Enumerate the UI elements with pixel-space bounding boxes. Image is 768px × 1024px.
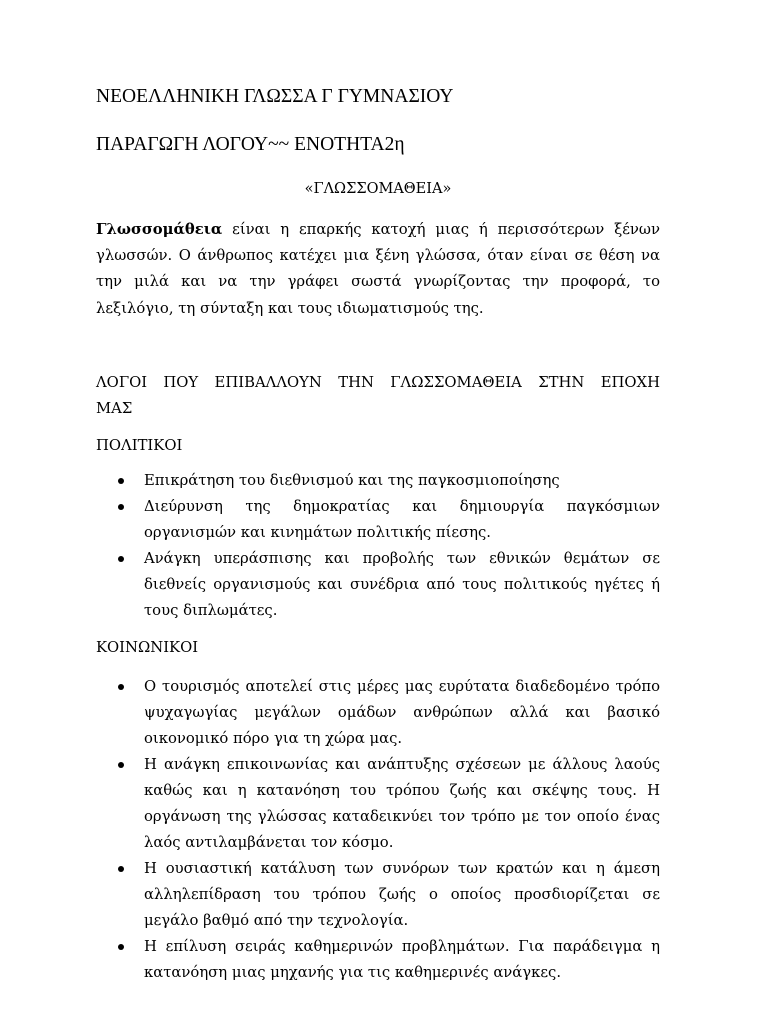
list-item-text: Ο τουρισμός αποτελεί στις μέρες μας ευρύτατα διαδεδομένο τρόπο ψυχαγωγίας μεγάλων ομάδων ανθρώπων αλλά και βασικό οικονομικό πόρο για τη χώρα μας. (144, 677, 660, 747)
list-item (96, 468, 660, 494)
list-item (96, 674, 660, 752)
bullet-icon (118, 556, 124, 562)
list-item-text: Ανάγκη υπεράσπισης και προβολής των εθνικών θεμάτων σε διεθνείς οργανισμούς και συνέδρια από τους πολιτικούς ηγέτες ή τους διπλωμάτες. (144, 549, 660, 619)
bullet-icon (118, 478, 124, 484)
list-item-text: Η ουσιαστική κατάλυση των συνόρων των κρατών και η άμεση αλληλεπίδραση του τρόπου ζωής ο οποίος προσδιορίζεται σε μεγάλο βαθμό από την τεχνολογία. (144, 859, 660, 929)
document-subtitle: ΠΑΡΑΓΩΓΗ ΛΟΓΟΥ~~ ΕΝΟΤΗΤΑ2η (96, 134, 405, 155)
bullet-icon (118, 866, 124, 872)
list-item-text: Η επίλυση σειράς καθημερινών προβλημάτων. Για παράδειγμα η κατανόηση μιας μηχανής για τις καθημερινές ανάγκες. (144, 937, 660, 981)
document-title: ΝΕΟΕΛΛΗΝΙΚΗ ΓΛΩΣΣΑ Γ ΓΥΜΝΑΣΙΟΥ (96, 86, 454, 107)
bullet-icon (118, 504, 124, 510)
bullet-icon (118, 944, 124, 950)
list-item (96, 752, 660, 856)
document-body (96, 84, 660, 986)
list-item-text: Επικράτηση του διεθνισμού και της παγκοσμιοποίησης (144, 471, 560, 489)
intro-text: είναι η επαρκής κατοχή μιας ή περισσότερων ξένων γλωσσών. Ο άνθρωπος κατέχει μια ξένη γλώσσα, όταν είναι σε θέση να την μιλά και να την γράφει σωστά γνωρίζοντας την προφορά, το λεξιλόγιο, τη σύνταξη και τους ιδιωματισμούς της. (96, 221, 660, 317)
list-item (96, 934, 660, 986)
list-item-text: Η ανάγκη επικοινωνίας και ανάπτυξης σχέσεων με άλλους λαούς καθώς και η κατανόηση του τρόπου ζωής και σκέψης τους. Η οργάνωση της γλώσσας καταδεικνύει τον τρόπο με τον οποίο ένας λαός αντιλαμβάνεται τον κόσμο. (144, 755, 660, 851)
political-heading: ΠΟΛΙΤΙΚΟΙ (96, 436, 183, 454)
topic-title: «ΓΛΩΣΣΟΜΑΘΕΙΑ» (304, 181, 452, 197)
political-list (96, 468, 660, 624)
intro-paragraph (96, 217, 660, 322)
bullet-icon (118, 684, 124, 690)
social-list (96, 674, 660, 986)
bullet-icon (118, 762, 124, 768)
list-item (96, 856, 660, 934)
section-heading-continued: ΜΑΣ (96, 399, 133, 417)
intro-term: Γλωσσομάθεια (96, 221, 223, 238)
list-item (96, 546, 660, 624)
list-item (96, 494, 660, 546)
social-heading: ΚΟΙΝΩΝΙΚΟΙ (96, 638, 199, 656)
list-item-text: Διεύρυνση της δημοκρατίας και δημιουργία παγκόσμιων οργανισμών και κινημάτων πολιτικής πίεσης. (144, 497, 660, 541)
section-heading: ΛΟΓΟΙ ΠΟΥ ΕΠΙΒΑΛΛΟΥΝ ΤΗΝ ΓΛΩΣΣΟΜΑΘΕΙΑ ΣΤΗΝ ΕΠΟΧΗ (96, 373, 660, 391)
